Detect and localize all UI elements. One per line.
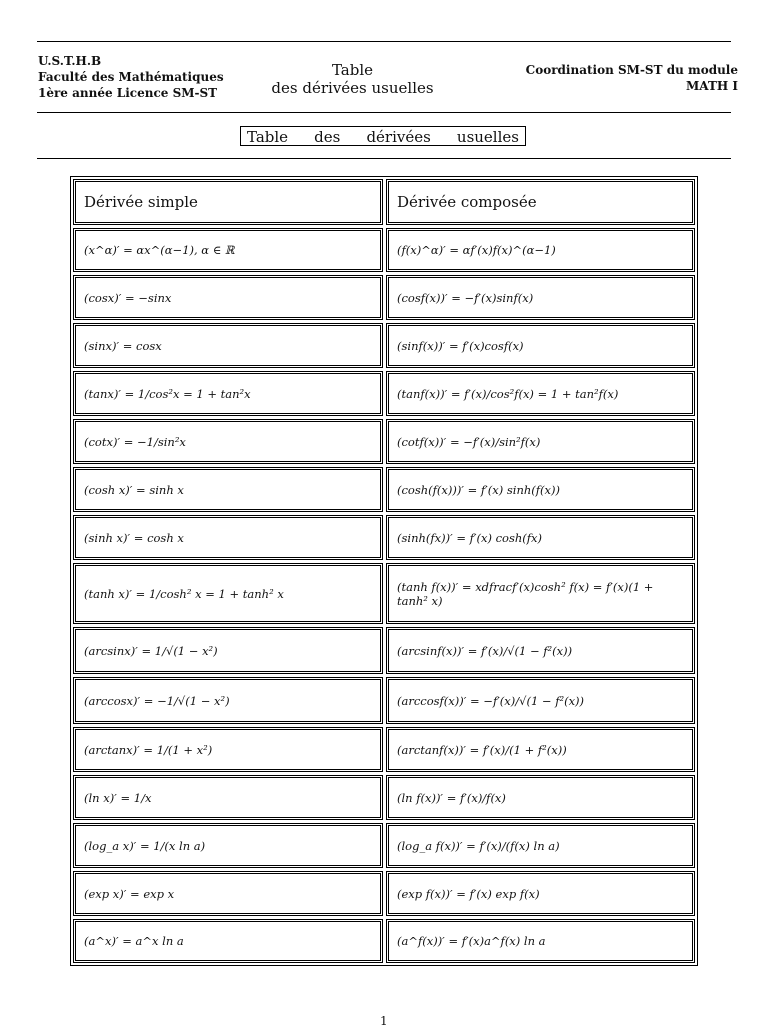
table-row: [73, 275, 695, 320]
derivative-simple-cell: (exp x)′ = exp x: [73, 871, 383, 916]
header-bottom-rule: [37, 112, 731, 113]
title-word: des: [314, 128, 341, 146]
derivative-simple-cell: (arctanx)′ = 1/(1 + x²): [73, 727, 383, 772]
derivative-simple-cell: (cosx)′ = −sinx: [73, 275, 383, 320]
derivative-simple-cell: (arccosx)′ = −1/√(1 − x²): [73, 677, 383, 724]
derivative-simple-cell: (a^x)′ = a^x ln a: [73, 919, 383, 963]
derivative-composee-cell: (cosf(x))′ = −f′(x)sinf(x): [386, 275, 695, 320]
class-level: 1ère année Licence SM-ST: [38, 86, 218, 100]
table-row: [73, 323, 695, 368]
derivative-simple-cell: (log_a x)′ = 1/(x ln a): [73, 823, 383, 868]
derivative-simple-cell: (arcsinx)′ = 1/√(1 − x²): [73, 627, 383, 674]
derivatives-table: [70, 176, 698, 966]
title-word: dérivées: [366, 128, 431, 146]
derivative-composee-cell: (tanh f(x))′ = xdfracf′(x)cosh² f(x) = f′(x)(1 + tanh² x): [386, 563, 695, 624]
header-left: [38, 53, 224, 101]
derivative-simple-cell: (ln x)′ = 1/x: [73, 775, 383, 820]
derivative-simple-cell: (sinx)′ = cosx: [73, 323, 383, 368]
derivative-composee-cell: (sinh(fx))′ = f′(x) cosh(fx): [386, 515, 695, 560]
derivative-composee-cell: (f(x)^α)′ = αf′(x)f(x)^(α−1): [386, 228, 695, 272]
table-row: [73, 919, 695, 963]
derivative-simple-cell: (x^α)′ = αx^(α−1), α ∈ ℝ: [73, 228, 383, 272]
derivative-composee-cell: (arctanf(x))′ = f′(x)/(1 + f²(x)): [386, 727, 695, 772]
table-row: [73, 563, 695, 624]
title-word: Table: [247, 128, 289, 146]
header-right: [526, 62, 738, 94]
column-header-composee: Dérivée composée: [386, 179, 695, 225]
page-number: 1: [380, 1014, 388, 1028]
faculty-name: Faculté des Mathématiques: [38, 70, 224, 84]
table-row: [73, 371, 695, 416]
header-title-line1: Table: [331, 61, 374, 79]
table-row: [73, 871, 695, 916]
table-row: [73, 823, 695, 868]
table-row: [73, 627, 695, 674]
university-name: U.S.T.H.B: [38, 54, 102, 68]
title-word: usuelles: [456, 128, 519, 146]
derivative-composee-cell: (cosh(f(x)))′ = f′(x) sinh(f(x)): [386, 467, 695, 512]
derivative-simple-cell: (sinh x)′ = cosh x: [73, 515, 383, 560]
table-row: [73, 419, 695, 464]
derivative-composee-cell: (log_a f(x))′ = f′(x)/(f(x) ln a): [386, 823, 695, 868]
derivative-composee-cell: (arcsinf(x))′ = f′(x)/√(1 − f²(x)): [386, 627, 695, 674]
derivative-simple-cell: (cosh x)′ = sinh x: [73, 467, 383, 512]
derivative-composee-cell: (arccosf(x))′ = −f′(x)/√(1 − f²(x)): [386, 677, 695, 724]
derivative-composee-cell: (a^f(x))′ = f′(x)a^f(x) ln a: [386, 919, 695, 963]
title-bottom-rule: [37, 158, 731, 159]
top-rule: [37, 41, 731, 42]
table-row: [73, 775, 695, 820]
table-row: [73, 515, 695, 560]
derivative-composee-cell: (cotf(x))′ = −f′(x)/sin²f(x): [386, 419, 695, 464]
derivative-composee-cell: (ln f(x))′ = f′(x)/f(x): [386, 775, 695, 820]
derivative-simple-cell: (tanh x)′ = 1/cosh² x = 1 + tanh² x: [73, 563, 383, 624]
table-row: [73, 677, 695, 724]
boxed-page-title: [240, 126, 526, 146]
derivative-composee-cell: (tanf(x))′ = f′(x)/cos²f(x) = 1 + tan²f(x): [386, 371, 695, 416]
column-header-simple: Dérivée simple: [73, 179, 383, 225]
coordination-label: Coordination SM-ST du module: [525, 63, 738, 77]
table-row: [73, 727, 695, 772]
module-name: MATH I: [686, 79, 738, 93]
table-row: [73, 228, 695, 272]
table-header-row: [73, 179, 695, 225]
table-row: [73, 467, 695, 512]
derivative-simple-cell: (tanx)′ = 1/cos²x = 1 + tan²x: [73, 371, 383, 416]
derivative-simple-cell: (cotx)′ = −1/sin²x: [73, 419, 383, 464]
header-center: [250, 61, 455, 97]
header-title-line2: des dérivées usuelles: [271, 79, 434, 97]
derivative-composee-cell: (sinf(x))′ = f′(x)cosf(x): [386, 323, 695, 368]
derivative-composee-cell: (exp f(x))′ = f′(x) exp f(x): [386, 871, 695, 916]
